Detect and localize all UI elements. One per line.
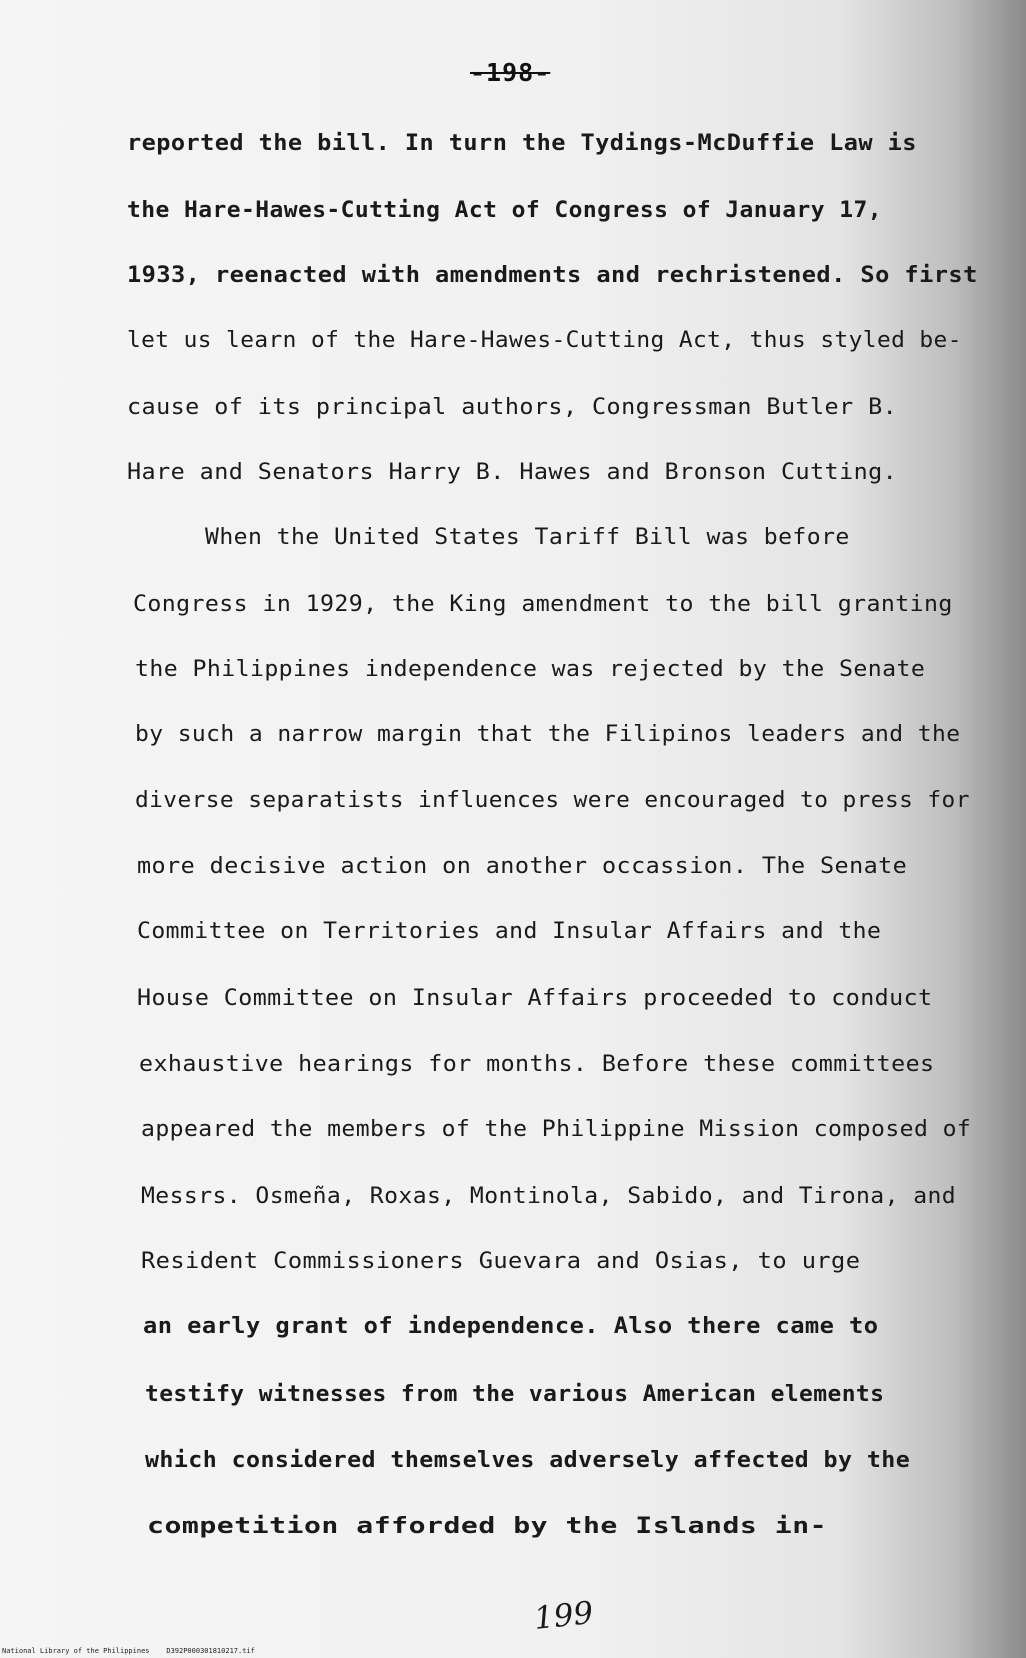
text-line: House Committee on Insular Affairs proceeded to conduct bbox=[137, 986, 933, 1011]
text-line: Congress in 1929, the King amendment to the bill granting bbox=[133, 592, 953, 617]
text-line: an early grant of independence. Also there came to bbox=[143, 1314, 879, 1339]
text-line: reported the bill. In turn the Tydings-McDuffie Law is bbox=[127, 131, 917, 156]
text-line: Hare and Senators Harry B. Hawes and Bronson Cutting. bbox=[127, 460, 898, 485]
text-line: When the United States Tariff Bill was before bbox=[205, 525, 850, 550]
text-line: Resident Commissioners Guevara and Osias, to urge bbox=[141, 1249, 861, 1274]
text-line: the Hare-Hawes-Cutting Act of Congress of January 17, bbox=[127, 198, 883, 223]
text-line: cause of its principal authors, Congressman Butler B. bbox=[127, 395, 898, 420]
text-line: by such a narrow margin that the Filipinos leaders and the bbox=[135, 722, 961, 747]
text-line: more decisive action on another occassion. The Senate bbox=[137, 854, 908, 879]
text-line: 1933, reenacted with amendments and rechristened. So first bbox=[127, 263, 978, 288]
scan-footer-caption: National Library of the Philippines D392P000301810217.tif bbox=[2, 1647, 255, 1655]
text-line: competition afforded by the Islands in- bbox=[147, 1514, 828, 1539]
text-line: diverse separatists influences were encouraged to press for bbox=[135, 788, 970, 813]
text-line: Committee on Territories and Insular Affairs and the bbox=[137, 919, 882, 944]
text-line: exhaustive hearings for months. Before these committees bbox=[139, 1052, 935, 1077]
handwritten-page-number: 199 bbox=[532, 1595, 595, 1637]
text-line: the Philippines independence was rejected by the Senate bbox=[135, 657, 926, 682]
text-line: testify witnesses from the various American elements bbox=[145, 1382, 885, 1407]
text-line: which considered themselves adversely affected by the bbox=[145, 1448, 911, 1473]
text-line: let us learn of the Hare-Hawes-Cutting Act, thus styled be- bbox=[127, 328, 962, 353]
text-line: Messrs. Osmeña, Roxas, Montinola, Sabido, and Tirona, and bbox=[141, 1184, 957, 1209]
page-number: -198- bbox=[470, 58, 551, 87]
text-line: appeared the members of the Philippine Mission composed of bbox=[141, 1117, 972, 1142]
